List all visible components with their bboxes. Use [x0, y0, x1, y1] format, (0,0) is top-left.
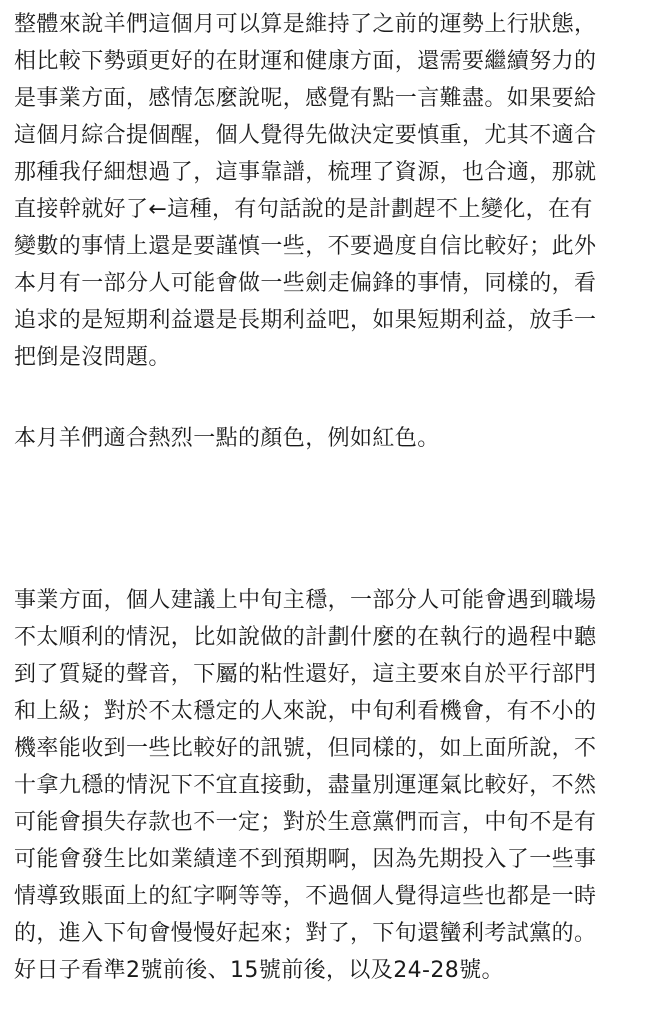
- paragraph-overall-fortune: 整體來說羊們這個月可以算是維持了之前的運勢上行狀態， 相比較下勢頭更好的在財運和健康方面，還需要繼續努力的 是事業方面，感情怎麼說呢，感覺有點一言難盡。如果要給 這個月綜合提個醒，個人覺得先做決定要慎重，尤其不適合 那種我仔細想過了，這事靠譜，梳理了資源，也合適，那就 直接幹就好了←這種，有句話說的是計劃趕不上變化，在有 變數的事情上還是要謹慎一些，不要過度自信比較好；此外 本月有一部分人可能會做一些劍走偏鋒的事情，同樣的，看 追求的是短期利益還是長期利益吧，如果短期利益，放手一 把倒是沒問題。: [14, 12, 597, 370]
- paragraph-career: 事業方面，個人建議上中旬主穩，一部分人可能會遇到職場 不太順利的情況，比如說做的計劃什麼的在執行的過程中聽 到了質疑的聲音，下屬的粘性還好，這主要來自於平行部門 和上級；對於不太穩定的人來說，中旬利看機會，有不小的 機率能收到一些比較好的訊號，但同樣的，如上面所說，不 十拿九穩的情況下不宜直接動，盡量別運運氣比較好，不然 可能會損失存款也不一定；對於生意黨們而言，中旬不是有 可能會發生比如業績達不到預期啊，因為先期投入了一些事 情導致賬面上的紅字啊等等，不過個人覺得這些也都是一時 的，進入下旬會慢慢好起來；對了，下旬還蠻利考試黨的。 好日子看準2號前後、15號前後，以及24-28號。: [14, 588, 597, 983]
- paragraph-lucky-color: 本月羊們適合熱烈一點的顏色，例如紅色。: [14, 426, 440, 451]
